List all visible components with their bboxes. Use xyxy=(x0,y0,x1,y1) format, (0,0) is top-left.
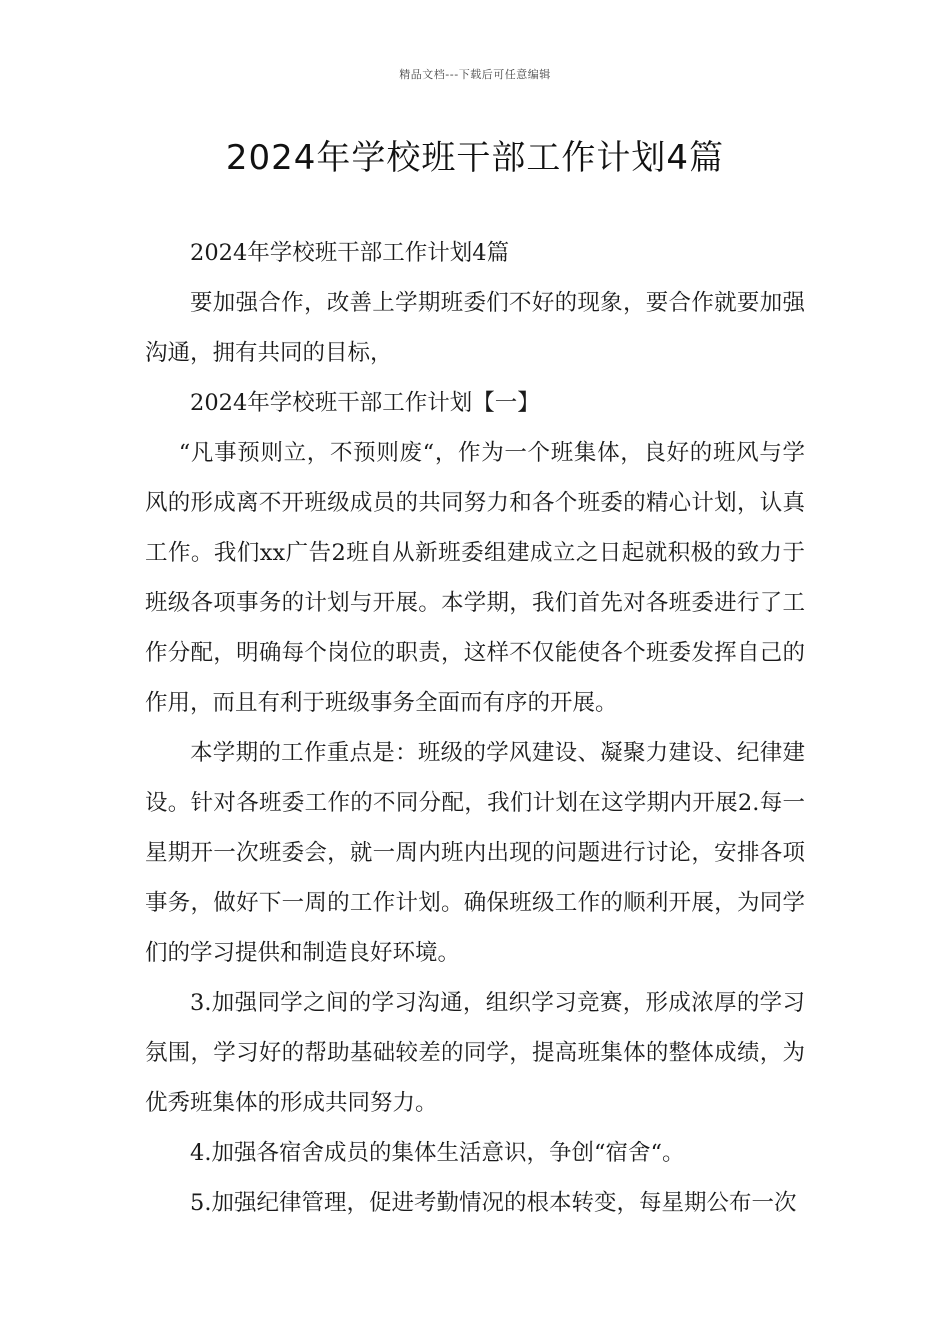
paragraph: 2024年学校班干部工作计划4篇 xyxy=(190,240,510,266)
paragraph: 要加强合作，改善上学期班委们不好的现象，要合作就要加强沟通，拥有共同的目标， xyxy=(145,290,805,366)
header-note: 精品文档---下载后可任意编辑 xyxy=(399,68,551,81)
paragraph: “凡事预则立，不预则废“，作为一个班集体，良好的班风与学风的形成离不开班级成员的共同努力和各个班委的精心计划，认真工作。我们xx广告2班自从新班委组建成立之日起就积极的致力于班级各项事务的计划与开展。本学期，我们首先对各班委进行了工作分配，明确每个岗位的职责，这样不仅能使各个班委发挥自己的作用，而且有利于班级事务全面而有序的开展。 xyxy=(145,440,805,716)
paragraph: 本学期的工作重点是：班级的学风建设、凝聚力建设、纪律建设。针对各班委工作的不同分配，我们计划在这学期内开展2.每一星期开一次班委会，就一周内班内出现的问题进行讨论，安排各项事务，做好下一周的工作计划。确保班级工作的顺利开展，为同学们的学习提供和制造良好环境。 xyxy=(145,740,805,966)
paragraph: 4.加强各宿舍成员的集体生活意识，争创“宿舍“。 xyxy=(190,1140,685,1166)
section-heading: 2024年学校班干部工作计划【一】 xyxy=(190,390,540,416)
document-title: 2024年学校班干部工作计划4篇 xyxy=(225,138,725,178)
paragraph: 3.加强同学之间的学习沟通，组织学习竞赛，形成浓厚的学习氛围，学习好的帮助基础较差的同学，提高班集体的整体成绩，为优秀班集体的形成共同努力。 xyxy=(145,990,805,1116)
paragraph: 5.加强纪律管理，促进考勤情况的根本转变，每星期公布一次 xyxy=(190,1190,797,1216)
document-body xyxy=(145,228,805,1228)
